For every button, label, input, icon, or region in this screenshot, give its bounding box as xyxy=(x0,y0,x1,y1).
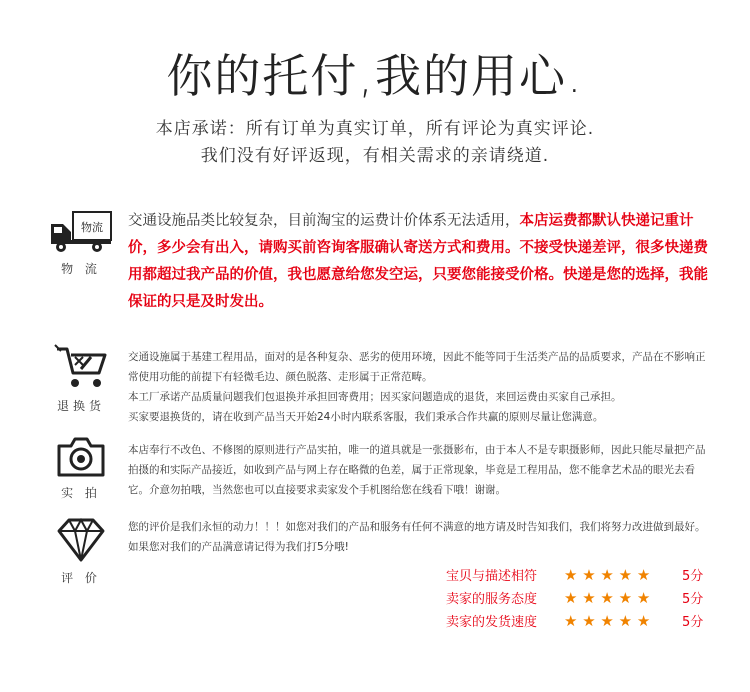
rating-value: 5分 xyxy=(682,615,704,630)
cart-return-icon xyxy=(53,343,109,391)
page-title: 你的托付,我的用心. xyxy=(166,49,584,103)
returns-paragraph-3: 买家要退换货的，请在收到产品当天开始24小时内联系客服，我们秉承合作共赢的原则尽量让您满意。 xyxy=(128,411,604,423)
rating-label: 卖家的发货速度 xyxy=(446,615,538,630)
promise-line-1: 本店承诺：所有订单为真实订单，所有评论为真实评论. xyxy=(155,119,595,139)
photo-label: 实 拍 xyxy=(61,486,101,500)
returns-text xyxy=(128,347,708,427)
rating-row xyxy=(446,586,716,609)
star-icon: ★ ★ ★ ★ ★ xyxy=(564,565,651,584)
returns-paragraph-1: 交通设施属于基建工程用品，面对的是各种复杂、恶劣的使用环境，因此不能等同于生活类产品的品质要求，产品在不影响正常使用功能的前提下有轻微毛边、颜色脱落、走形属于正常范畴。 xyxy=(128,351,706,383)
shipping-icon-block xyxy=(46,208,116,277)
returns-icon-block xyxy=(46,343,116,414)
review-icon-block xyxy=(46,517,116,586)
shipping-label: 物 流 xyxy=(61,262,101,276)
rating-value: 5分 xyxy=(682,569,704,584)
star-icon: ★ ★ ★ ★ ★ xyxy=(564,588,651,607)
truck-icon xyxy=(49,208,113,254)
camera-icon xyxy=(55,436,107,478)
rating-row xyxy=(446,563,716,586)
ratings-block xyxy=(446,563,716,632)
returns-label: 退换货 xyxy=(56,399,105,413)
review-label: 评 价 xyxy=(61,571,101,585)
shipping-text xyxy=(128,208,708,316)
shipping-red-text: 本店运费都默认快递记重计价，多少会有出入，请购买前咨询客服确认寄送方式和费用。不接受快递差评，很多快递费用都超过我产品的价值，我也愿意给您发空运，只要您能接受价格。快递是您的选择，我能保证的只是及时发出。 xyxy=(128,213,708,310)
rating-row xyxy=(446,609,716,632)
promise-line-2: 我们没有好评返现，有相关需求的亲请绕道. xyxy=(200,146,550,166)
truck-label: 物流 xyxy=(81,221,103,234)
review-paragraph: 您的评价是我们永恒的动力！！！如您对我们的产品和服务有任何不满意的地方请及时告知我们，我们将努力改进做到最好。如果您对我们的产品满意请记得为我们打5分哦! xyxy=(128,521,706,553)
returns-paragraph-2: 本工厂承诺产品质量问题我们包退换并承担回寄费用；因买家问题造成的退货，来回运费由买家自己承担。 xyxy=(128,391,622,403)
shipping-normal-text: 交通设施品类比较复杂，目前淘宝的运费计价体系无法适用， xyxy=(128,213,520,229)
photo-paragraph: 本店奉行不改色、不修图的原则进行产品实拍，唯一的道具就是一张摄影布，由于本人不是专职摄影师，因此只能尽量把产品拍摄的和实际产品接近，如收到产品与网上存在略微的色差，属于正常现象，毕竟是工程用品，您不能拿艺术品的眼光去看它。介意勿拍哦，当然您也可以直接要求卖家发个手机图给您在线看下哦！谢谢。 xyxy=(128,444,706,496)
photo-text xyxy=(128,440,708,500)
star-icon: ★ ★ ★ ★ ★ xyxy=(564,611,651,630)
diamond-icon xyxy=(55,517,107,563)
rating-value: 5分 xyxy=(682,592,704,607)
photo-icon-block xyxy=(46,436,116,501)
review-text xyxy=(128,517,708,557)
rating-label: 卖家的服务态度 xyxy=(446,592,538,607)
rating-label: 宝贝与描述相符 xyxy=(446,569,538,584)
